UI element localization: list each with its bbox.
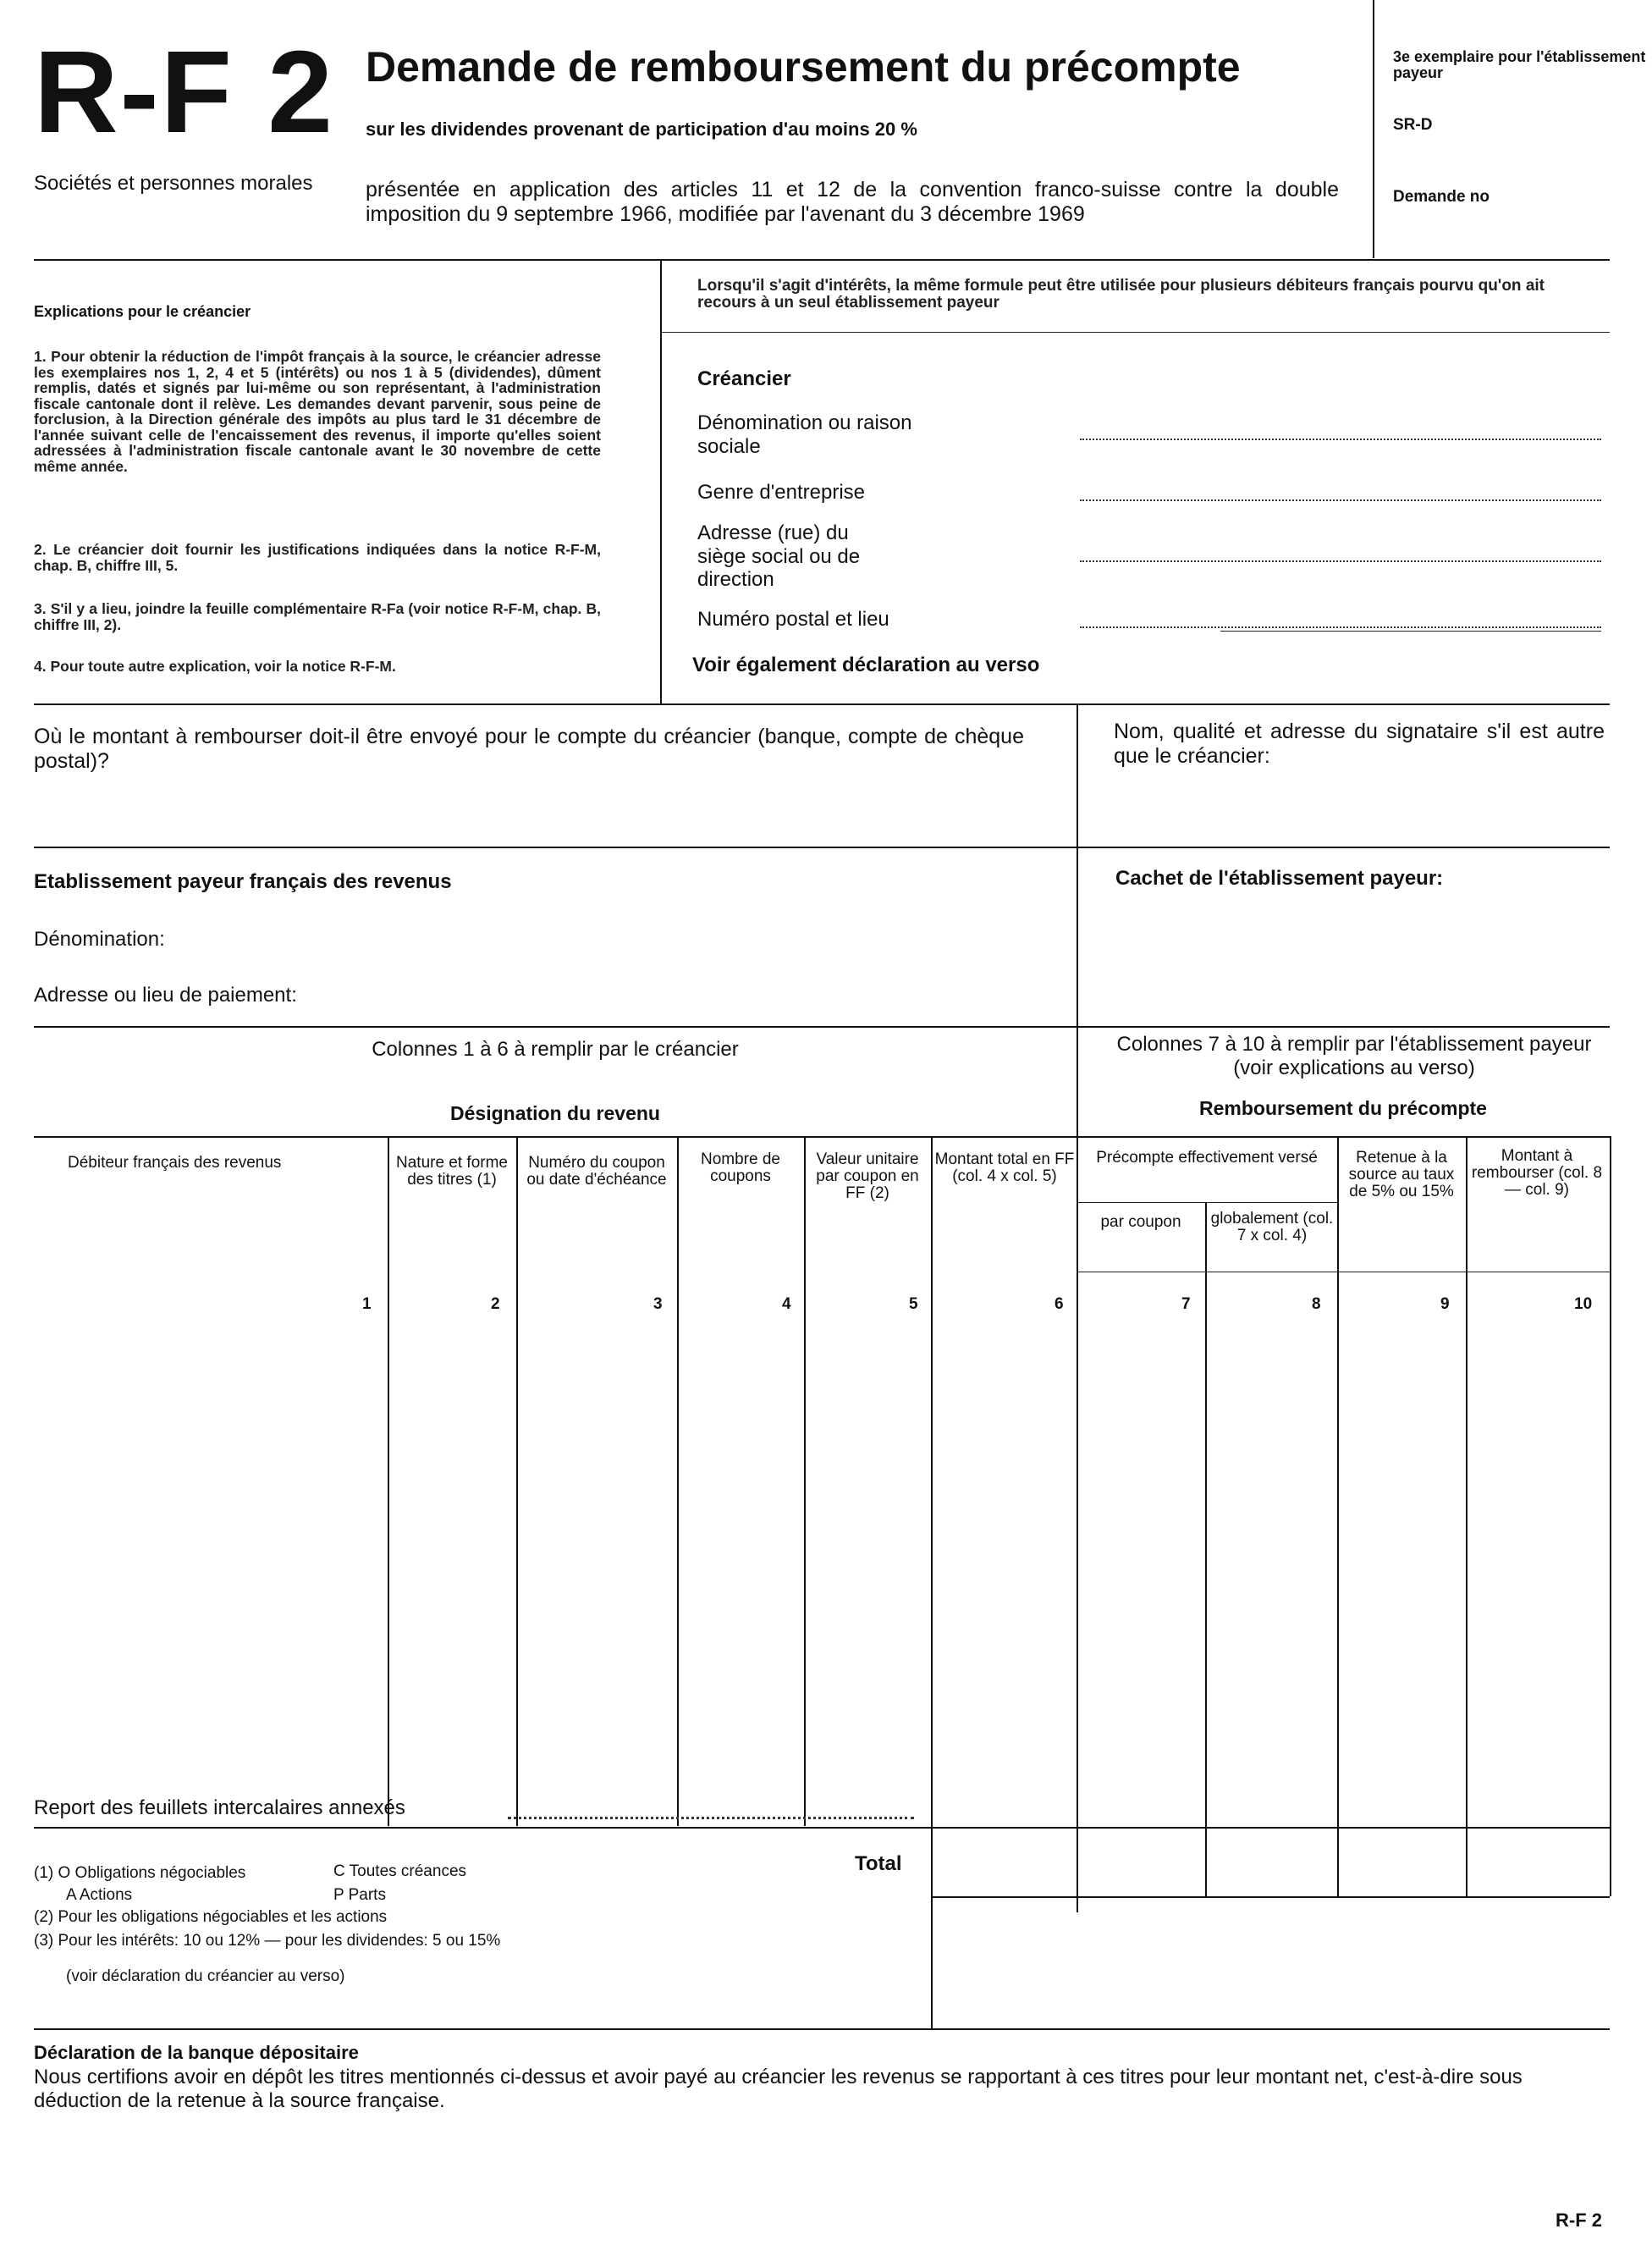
column-divider	[516, 1136, 518, 1826]
footnote-1c: A Actions	[66, 1886, 133, 1904]
copy-label: 3e exemplaire pour l'établissement payeur	[1393, 48, 1646, 81]
column-divider	[931, 1136, 933, 2029]
column-heading: Nombre de coupons	[701, 1150, 780, 1185]
postal-field[interactable]	[1080, 626, 1601, 628]
precompte-sub-rule	[1077, 1202, 1337, 1203]
column-number: 7	[1181, 1295, 1191, 1313]
column-number: 10	[1574, 1295, 1593, 1313]
entity-type: Sociétés et personnes morales	[34, 172, 313, 195]
demande-number-label: Demande no	[1393, 188, 1490, 206]
footnote-3: (3) Pour les intérêts: 10 ou 12% — pour les dividendes: 5 ou 15%	[34, 1932, 501, 1950]
genre-label: Genre d'entreprise	[697, 481, 866, 504]
interets-note: Lorsqu'il s'agit d'intérêts, la même formule peut être utilisée pour plusieurs débiteurs français pourvu qu'on ait recours à un seul établissement payeur	[697, 277, 1545, 312]
column-divider	[388, 1136, 389, 1826]
column-number: 3	[653, 1295, 663, 1313]
creancier-rule	[34, 703, 1610, 705]
explication-item: 3. S'il y a lieu, joindre la feuille complémentaire R-Fa (voir notice R-F-M, chap. B, chiffre III, 2).	[34, 600, 601, 633]
column-number: 6	[1055, 1295, 1064, 1313]
footnote-1a: (1) O Obligations négociables	[34, 1864, 246, 1882]
declaration-rule-right	[931, 2028, 1610, 2030]
etablissement-adresse: Adresse ou lieu de paiement:	[34, 984, 297, 1007]
total-rule	[931, 1896, 1610, 1898]
footnote-voir-verso: (voir déclaration du créancier au verso)	[66, 1967, 345, 1985]
column-number: 1	[362, 1295, 372, 1313]
creancier-title: Créancier	[697, 367, 791, 390]
cachet-label: Cachet de l'établissement payeur:	[1115, 867, 1444, 890]
adresse-field[interactable]	[1080, 560, 1601, 562]
signataire-label: Nom, qualité et adresse du signataire s'il est autre que le créancier:	[1114, 720, 1605, 768]
form-code-logo: R-F 2	[34, 27, 334, 157]
column-heading: Valeur unitaire par coupon en FF (2)	[816, 1150, 919, 1202]
remboursement-title: Remboursement du précompte	[1199, 1097, 1487, 1119]
payment-question: Où le montant à rembourser doit-il être envoyé pour le compte du créancier (banque, compte de chèque postal)?	[34, 725, 1024, 773]
voir-verso-note: Voir également déclaration au verso	[692, 654, 1040, 676]
sr-code: SR-D	[1393, 116, 1433, 134]
explications-title: Explications pour le créancier	[34, 303, 251, 320]
column-heading: par coupon	[1100, 1213, 1181, 1231]
column-heading: Retenue à la source au taux de 5% ou 15%	[1348, 1149, 1455, 1200]
column-divider	[1205, 1202, 1207, 1896]
form-title: Demande de remboursement du précompte	[366, 43, 1241, 91]
genre-field[interactable]	[1080, 499, 1601, 501]
declaration-text: Nous certifions avoir en dépôt les titres mentionnés ci-dessus et avoir payé au créancier les revenus se rapportant à ces titres pour leur montant net, c'est-à-dire sous déduction de la retenue à la source française.	[34, 2066, 1523, 2112]
right-columns-instruction: Colonnes 7 à 10 à remplir par l'établissement payeur (voir explications au verso)	[1116, 1033, 1592, 1079]
denomination-field[interactable]	[1080, 439, 1601, 440]
note-rule	[660, 332, 1610, 333]
column-heading: globalement (col. 7 x col. 4)	[1210, 1210, 1334, 1244]
precompte-group-heading: Précompte effectivement versé	[1096, 1149, 1318, 1167]
report-feuillets-label: Report des feuillets intercalaires annexés	[34, 1796, 405, 1819]
designation-revenu-title: Désignation du revenu	[450, 1102, 660, 1124]
column-divider	[677, 1136, 679, 1826]
column-number: 5	[909, 1295, 918, 1313]
footnote-2: (2) Pour les obligations négociables et les actions	[34, 1908, 388, 1926]
total-label: Total	[855, 1852, 902, 1875]
payment-rule	[34, 847, 1610, 848]
main-vertical-divider	[1077, 703, 1078, 1912]
presented-text: présentée en application des articles 11 et 12 de la convention franco-suisse contre la double imposition du 9 septembre 1966, modifiée par l'avenant du 3 décembre 1969	[366, 178, 1339, 226]
column-number: 2	[491, 1295, 500, 1313]
footnote-1b: C Toutes créances	[333, 1862, 467, 1880]
column-heading: Montant total en FF (col. 4 x col. 5)	[934, 1150, 1075, 1185]
denomination-label: Dénomination ou raison sociale	[697, 411, 912, 458]
table-top-rule	[34, 1136, 1610, 1138]
column-divider	[1337, 1136, 1339, 1896]
footnote-1d: P Parts	[333, 1886, 386, 1904]
column-number: 8	[1312, 1295, 1321, 1313]
column-divider	[804, 1136, 806, 1826]
postal-underline	[1220, 631, 1601, 632]
column-divider	[1466, 1136, 1468, 1896]
column-heading: Nature et forme des titres (1)	[396, 1154, 508, 1189]
explication-item: 4. Pour toute autre explication, voir la notice R-F-M.	[34, 658, 396, 675]
column-heading: Montant à rembourser (col. 8 — col. 9)	[1471, 1147, 1603, 1199]
etablissement-denomination: Dénomination:	[34, 928, 165, 951]
footer-form-code: R-F 2	[1556, 2210, 1602, 2231]
form-subtitle: sur les dividendes provenant de participation d'au moins 20 %	[366, 119, 917, 140]
explications-divider	[660, 259, 662, 703]
column-number: 9	[1440, 1295, 1450, 1313]
declaration-rule-left	[34, 2028, 933, 2030]
column-heading: Débiteur français des revenus	[68, 1154, 282, 1172]
report-rule	[34, 1827, 1610, 1829]
left-columns-instruction: Colonnes 1 à 6 à remplir par le créancier	[372, 1038, 739, 1061]
declaration-title: Déclaration de la banque dépositaire	[34, 2042, 359, 2063]
explication-item: 1. Pour obtenir la réduction de l'impôt français à la source, le créancier adresse les exemplaires nos 1, 2, 4 et 5 (intérêts) ou nos 1 à 5 (dividendes), dûment remplis, datés et signés par lui-même ou son représentant, à l'administration fiscale cantonale dont il relève. Les demandes devant parvenir, sous peine de forclusion, à la Direction générale des impôts au plus tard le 31 décembre de l'année suivant celle de l'encaissement des revenus, il importe qu'elles soient adressées à l'administration fiscale cantonale avant le 30 novembre de cette même année.	[34, 348, 601, 475]
adresse-label: Adresse (rue) du siège social ou de direction	[697, 521, 861, 592]
etablissement-title: Etablissement payeur français des revenus	[34, 870, 452, 893]
report-dots	[508, 1817, 914, 1819]
column-heading: Numéro du coupon ou date d'échéance	[526, 1154, 667, 1189]
column-number: 4	[782, 1295, 791, 1313]
header-divider	[1373, 0, 1374, 258]
explication-item: 2. Le créancier doit fournir les justifications indiquées dans la notice R-F-M, chap. B, chiffre III, 5.	[34, 541, 601, 574]
header-rule	[34, 259, 1610, 261]
postal-label: Numéro postal et lieu	[697, 608, 889, 631]
etablissement-rule	[34, 1026, 1610, 1028]
table-right-border	[1610, 1136, 1611, 1896]
